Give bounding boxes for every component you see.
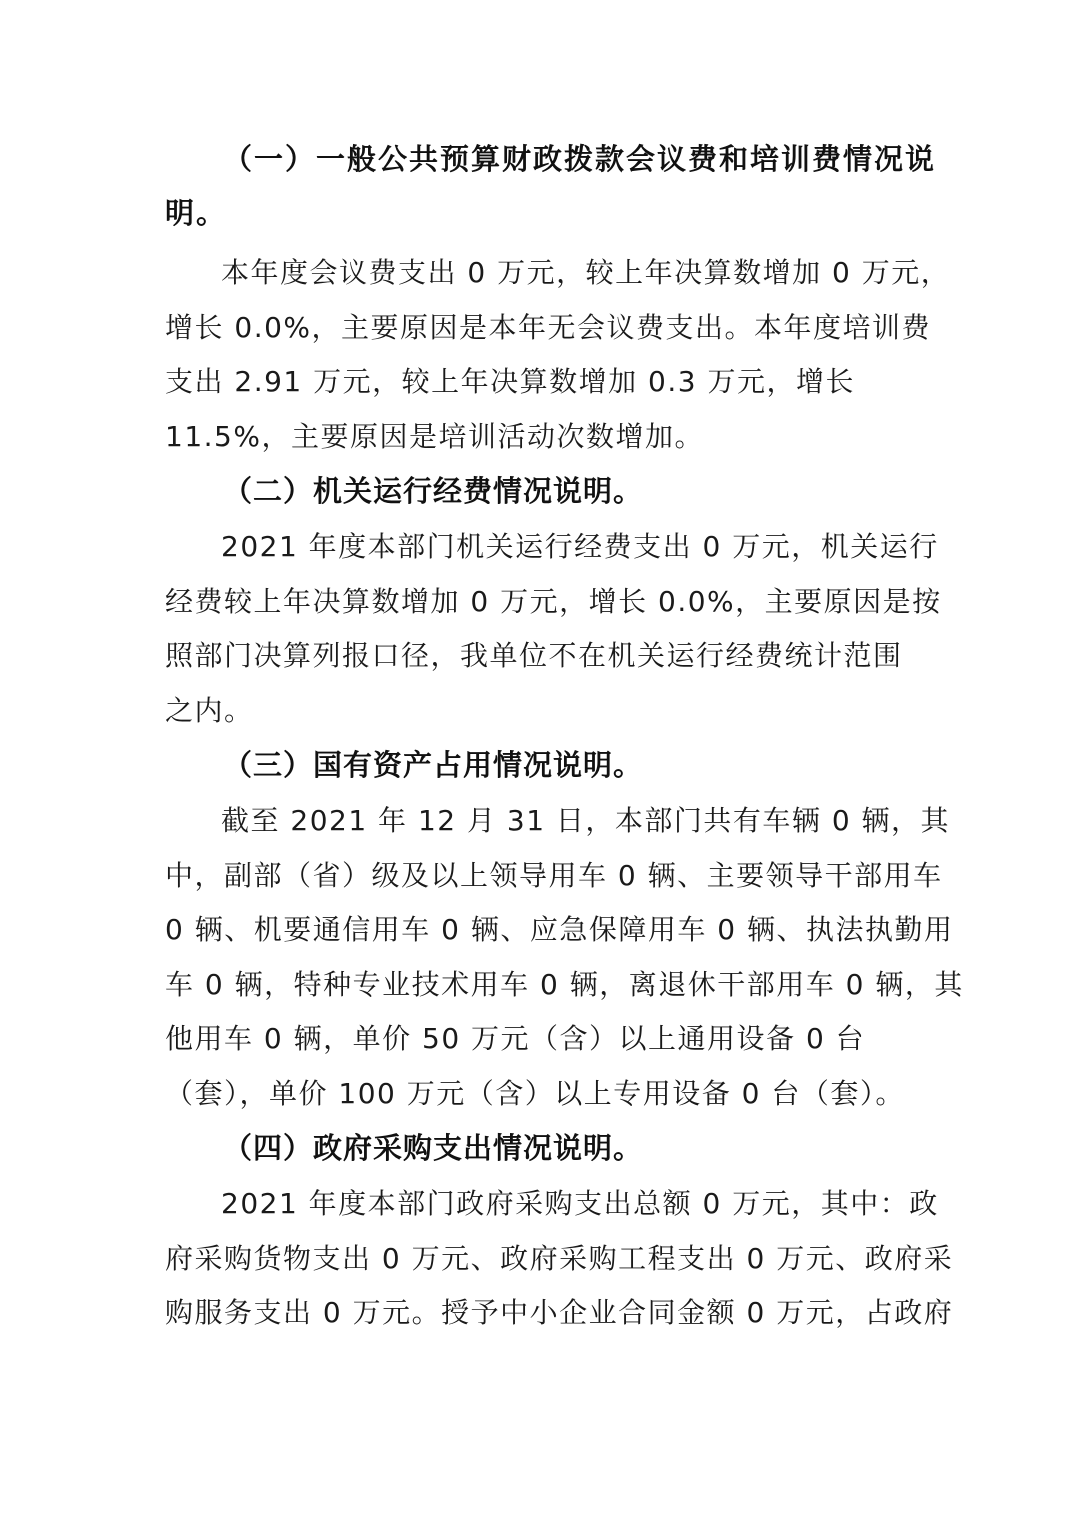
section-body bbox=[165, 520, 942, 738]
body-line: 2021 年度本部门机关运行经费支出 0 万元，机关运行 bbox=[221, 530, 939, 563]
section-body bbox=[165, 1177, 954, 1341]
body-line: 截至 2021 年 12 月 31 日，本部门共有车辆 0 辆，其 bbox=[221, 804, 951, 837]
heading-line: （二）机关运行经费情况说明。 bbox=[223, 474, 644, 508]
body-line: 中，副部（省）级及以上领导用车 0 辆、主要领导干部用车 bbox=[165, 858, 943, 892]
section-meeting-training-fees bbox=[165, 132, 951, 464]
body-line: 本年度会议费支出 0 万元，较上年决算数增加 0 万元， bbox=[221, 256, 951, 289]
body-line: 2021 年度本部门政府采购支出总额 0 万元，其中：政 bbox=[221, 1187, 939, 1220]
body-line: 支出 2.91 万元，较上年决算数增加 0.3 万元，增长 bbox=[165, 365, 855, 398]
body-line: 经费较上年决算数增加 0 万元，增长 0.0%，主要原因是按 bbox=[165, 584, 942, 618]
section-body bbox=[165, 246, 951, 464]
section-heading bbox=[165, 1121, 915, 1175]
body-line: 照部门决算列报口径，我单位不在机关运行经费统计范围 bbox=[165, 639, 903, 672]
document-page bbox=[165, 132, 964, 1341]
section-heading bbox=[165, 738, 915, 792]
heading-line: （四）政府采购支出情况说明。 bbox=[223, 1131, 644, 1165]
body-line: 府采购货物支出 0 万元、政府采购工程支出 0 万元、政府采 bbox=[165, 1241, 954, 1275]
body-line: （套），单价 100 万元（含）以上专用设备 0 台（套）。 bbox=[165, 1076, 905, 1110]
heading-line: （三）国有资产占用情况说明。 bbox=[223, 748, 644, 782]
section-operating-expenses bbox=[165, 464, 942, 738]
section-heading bbox=[165, 464, 915, 518]
section-body bbox=[165, 794, 964, 1121]
section-government-procurement bbox=[165, 1121, 954, 1341]
heading-line: 明。 bbox=[165, 196, 228, 230]
heading-line: （一）一般公共预算财政拨款会议费和培训费情况说 bbox=[223, 142, 937, 176]
body-line: 11.5%，主要原因是培训活动次数增加。 bbox=[165, 419, 704, 453]
section-state-assets bbox=[165, 738, 964, 1121]
body-line: 他用车 0 辆，单价 50 万元（含）以上通用设备 0 台 bbox=[165, 1022, 866, 1055]
section-heading bbox=[165, 132, 937, 240]
body-line: 之内。 bbox=[165, 693, 254, 727]
body-line: 购服务支出 0 万元。授予中小企业合同金额 0 万元，占政府 bbox=[165, 1296, 954, 1329]
body-line: 0 辆、机要通信用车 0 辆、应急保障用车 0 辆、执法执勤用 bbox=[165, 913, 954, 946]
body-line: 增长 0.0%，主要原因是本年无会议费支出。本年度培训费 bbox=[165, 310, 932, 344]
body-line: 车 0 辆，特种专业技术用车 0 辆，离退休干部用车 0 辆，其 bbox=[165, 967, 964, 1001]
